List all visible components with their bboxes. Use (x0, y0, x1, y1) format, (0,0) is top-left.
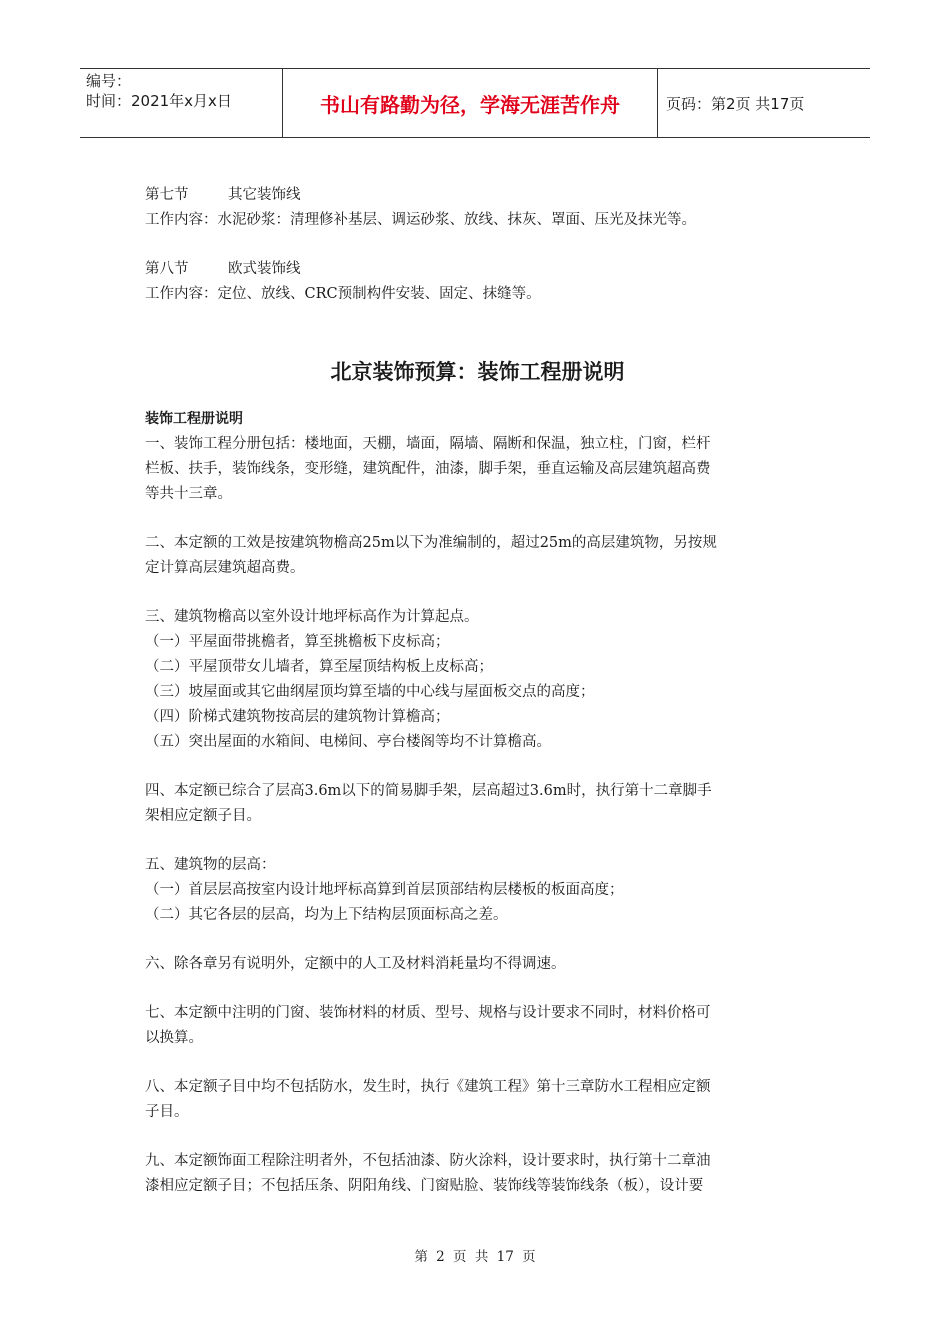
paragraphs (145, 432, 810, 1199)
paragraph (145, 1001, 810, 1051)
paragraph-line: （三）坡屋面或其它曲纲屋顶均算至墙的中心线与屋面板交点的高度； (145, 684, 595, 700)
paragraph-line: 定计算高层建筑超高费。 (145, 560, 305, 576)
paragraph-line: 子目。 (145, 1104, 189, 1120)
paragraph (145, 952, 810, 977)
paragraph-line: 七、本定额中注明的门窗、装饰材料的材质、型号、规格与设计要求不同时，材料价格可 (145, 1005, 711, 1021)
page-footer: 第 2 页 共 17 页 (414, 1249, 536, 1265)
main-title: 北京装饰预算：装饰工程册说明 (330, 360, 625, 384)
paragraph-line: 二、本定额的工效是按建筑物檐高25m以下为准编制的，超过25m的高层建筑物，另按规 (145, 535, 717, 551)
paragraph-line: 栏板、扶手，装饰线条，变形缝，建筑配件，油漆，脚手架，垂直运输及高层建筑超高费 (145, 461, 711, 477)
paragraph-line: （四）阶梯式建筑物按高层的建筑物计算檐高； (145, 709, 450, 725)
document-time-label: 时间：2021年x月x日 (86, 92, 232, 110)
section-content: 工作内容：定位、放线、CRC预制构件安装、固定、抹缝等。 (145, 286, 541, 302)
paragraph-line: （二）平屋顶带女儿墙者，算至屋顶结构板上皮标高； (145, 659, 493, 675)
paragraph-line: （一）平屋面带挑檐者，算至挑檐板下皮标高； (145, 634, 450, 650)
document-body (145, 183, 810, 1199)
paragraph-line: 等共十三章。 (145, 486, 232, 502)
paragraph-line: （五）突出屋面的水箱间、电梯间、亭台楼阁等均不计算檐高。 (145, 734, 551, 750)
paragraph-line: 以换算。 (145, 1030, 203, 1046)
paragraph-line: 五、建筑物的层高： (145, 857, 276, 873)
paragraph (145, 1149, 810, 1199)
paragraph (145, 605, 810, 755)
section-content: 工作内容：水泥砂浆：清理修补基层、调运砂浆、放线、抹灰、罩面、压光及抹光等。 (145, 212, 696, 228)
section-name: 欧式装饰线 (228, 261, 301, 277)
header-motto: 书山有路勤为径，学海无涯苦作舟 (282, 69, 658, 137)
page-header (80, 68, 870, 138)
paragraph-line: 六、除各章另有说明外，定额中的人工及材料消耗量均不得调速。 (145, 956, 566, 972)
paragraph-line: （一）首层层高按室内设计地坪标高算到首层顶部结构层楼板的板面高度； (145, 882, 624, 898)
section-name: 其它装饰线 (228, 187, 301, 203)
paragraph-line: 一、装饰工程分册包括：楼地面，天棚，墙面，隔墙、隔断和保温，独立柱，门窗，栏杆 (145, 436, 711, 452)
section-eight (145, 257, 810, 307)
section-seven (145, 183, 810, 233)
paragraph-line: （二）其它各层的层高，均为上下结构层顶面标高之差。 (145, 907, 508, 923)
paragraph-line: 漆相应定额子目；不包括压条、阴阳角线、门窗贴脸、装饰线等装饰线条（板），设计要 (145, 1178, 704, 1194)
paragraph (145, 779, 810, 829)
paragraph-line: 架相应定额子目。 (145, 808, 261, 824)
paragraph (145, 1075, 810, 1125)
document-number-label: 编号： (86, 72, 132, 90)
paragraph-line: 三、建筑物檐高以室外设计地坪标高作为计算起点。 (145, 609, 479, 625)
paragraph (145, 531, 810, 581)
paragraph-line: 四、本定额已综合了层高3.6m以下的简易脚手架，层高超过3.6m时，执行第十二章脚手 (145, 783, 712, 799)
header-page-info: 页码：第2页 共17页 (666, 94, 805, 113)
header-meta (80, 69, 282, 137)
paragraph (145, 853, 810, 928)
paragraph-line: 八、本定额子目中均不包括防水，发生时，执行《建筑工程》第十三章防水工程相应定额 (145, 1079, 711, 1095)
section-number: 第七节 (145, 187, 189, 203)
paragraph (145, 432, 810, 507)
section-number: 第八节 (145, 261, 189, 277)
subtitle: 装饰工程册说明 (145, 411, 243, 427)
paragraph-line: 九、本定额饰面工程除注明者外，不包括油漆、防火涂料，设计要求时，执行第十二章油 (145, 1153, 711, 1169)
